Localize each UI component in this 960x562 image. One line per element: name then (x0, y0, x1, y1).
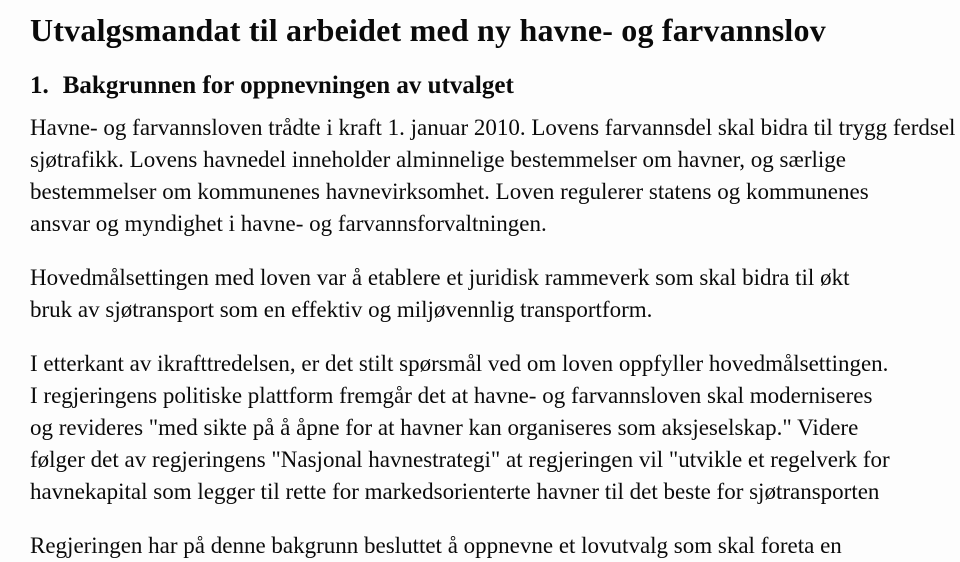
paragraphs-container (30, 112, 960, 562)
paragraph (30, 112, 960, 240)
section-heading (30, 70, 960, 102)
text-line: følger det av regjeringens "Nasjonal havnestrategi" at regjeringen vil "utvikle et regelverk for (30, 447, 890, 472)
text-line: bruk av sjøtransport som en effektiv og miljøvennlig transportform. (30, 297, 653, 322)
text-line: og revideres "med sikte på å åpne for at havner kan organiseres som aksjeselskap." Videre (30, 415, 859, 440)
text-line: havnekapital som legger til rette for markedsorienterte havner til det beste for sjøtransporten (30, 479, 880, 504)
text-line: bestemmelser om kommunenes havnevirksomhet. Loven regulerer statens og kommunenes (30, 179, 869, 204)
document-title: Utvalgsmandat til arbeidet med ny havne- og farvannslov (30, 12, 826, 48)
text-line: I etterkant av ikrafttredelsen, er det stilt spørsmål ved om loven oppfyller hovedmålsettingen. (30, 351, 889, 376)
section-number: 1. (30, 72, 49, 99)
paragraph (30, 348, 960, 508)
paragraph (30, 530, 960, 562)
text-line: I regjeringens politiske plattform fremgår det at havne- og farvannsloven skal moderniseres (30, 383, 873, 408)
text-line: Regjeringen har på denne bakgrunn besluttet å oppnevne et lovutvalg som skal foreta en (30, 533, 842, 558)
text-line: ansvar og myndighet i havne- og farvannsforvaltningen. (30, 211, 547, 236)
text-line: Hovedmålsettingen med loven var å etablere et juridisk rammeverk som skal bidra til økt (30, 265, 850, 290)
paragraph (30, 262, 960, 326)
section-heading-label: Bakgrunnen for oppnevningen av utvalget (62, 72, 514, 99)
text-line: sjøtrafikk. Lovens havnedel inneholder alminnelige bestemmelser om havner, og særlige (30, 147, 846, 172)
text-line: Havne- og farvannsloven trådte i kraft 1. januar 2010. Lovens farvannsdel skal bidra til trygg ferdsel (30, 115, 956, 140)
